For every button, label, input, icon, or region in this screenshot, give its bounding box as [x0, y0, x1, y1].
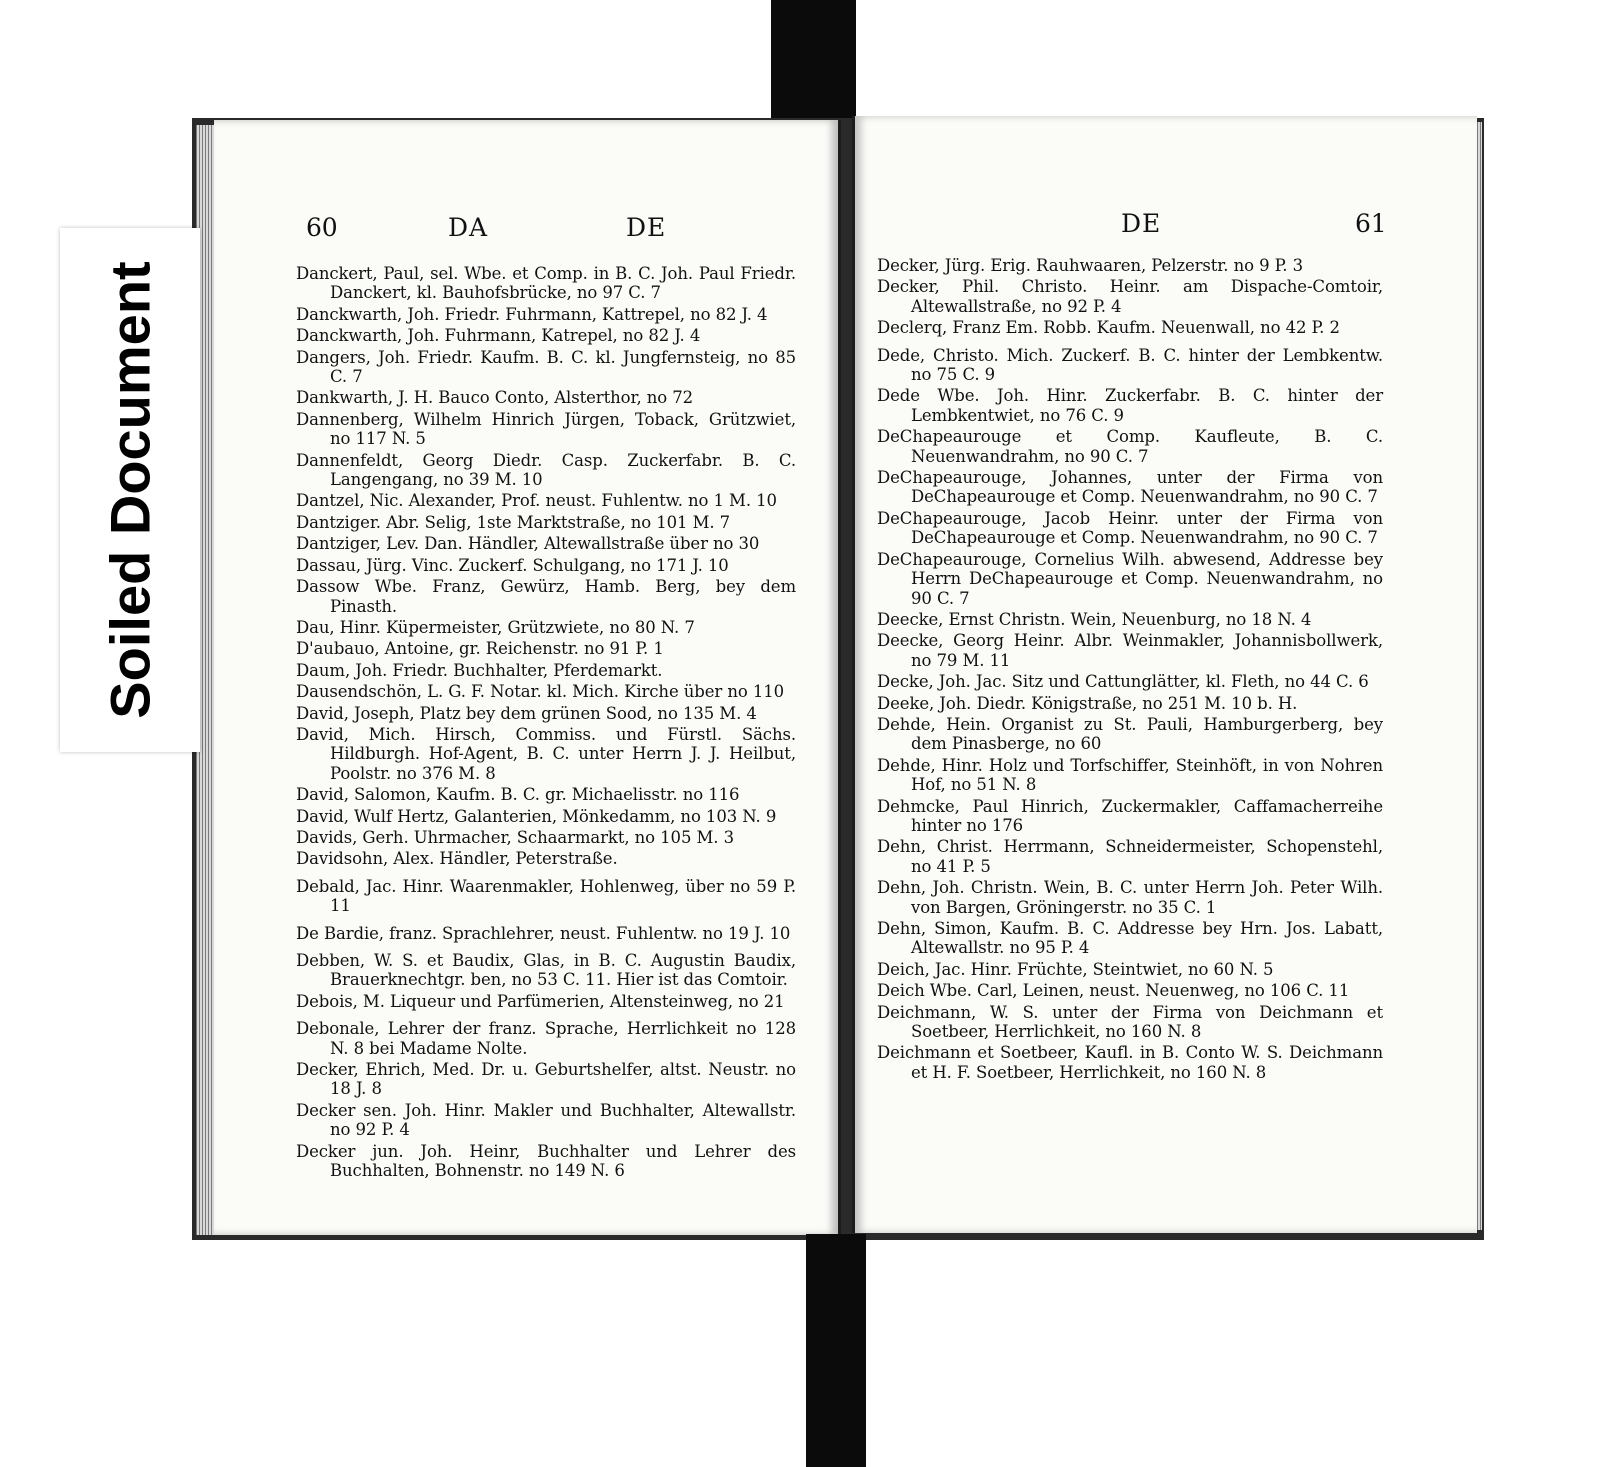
directory-entry: Deecke, Georg Heinr. Albr. Weinmakler, Johannisbollwerk, no 79 M. 11: [877, 631, 1383, 670]
directory-entry: Deich, Jac. Hinr. Früchte, Steintwiet, no 60 N. 5: [877, 959, 1274, 979]
directory-entry: Debald, Jac. Hinr. Waarenmakler, Hohlenweg, über no 59 P. 11: [296, 876, 796, 916]
directory-entry: David, Wulf Hertz, Galanterien, Mönkedamm, no 103 N. 9: [296, 806, 777, 826]
directory-entry: Dausendschön, L. G. F. Notar. kl. Mich. Kirche über no 110: [296, 682, 785, 702]
bookmark-ribbon-top: [771, 0, 856, 130]
directory-entry: David, Salomon, Kaufm. B. C. gr. Michaelisstr. no 116: [296, 785, 740, 805]
directory-entry: Deichmann, W. S. unter der Firma von Deichmann et Soetbeer, Herrlichkeit, no 160 N. 8: [877, 1002, 1383, 1042]
page-number: 60: [306, 213, 338, 242]
directory-entry: Debois, M. Liqueur und Parfümerien, Altensteinweg, no 21: [296, 991, 785, 1011]
directory-entry: Dede, Christo. Mich. Zuckerf. B. C. hinter der Lembkentw. no 75 C. 9: [877, 345, 1383, 385]
directory-entry: Dantziger, Lev. Dan. Händler, Altewallstraße über no 30: [296, 534, 760, 554]
directory-entry: DeChapeaurouge, Jacob Heinr. unter der Firma von DeChapeaurouge et Comp. Neuenwandrahm, no 90 C. 7: [877, 508, 1383, 548]
directory-entry: Decker jun. Joh. Heinr, Buchhalter und Lehrer des Buchhalten, Bohnenstr. no 149 N. 6: [296, 1141, 796, 1181]
directory-entry: Debonale, Lehrer der franz. Sprache, Herrlichkeit no 128 N. 8 bei Madame Nolte.: [296, 1019, 796, 1058]
directory-entry: Dantziger. Abr. Selig, 1ste Marktstraße, no 101 M. 7: [296, 512, 731, 532]
directory-entry: Dassow Wbe. Franz, Gewürz, Hamb. Berg, bey dem Pinasth.: [296, 577, 796, 616]
directory-entry: Danckwarth, Joh. Friedr. Fuhrmann, Kattrepel, no 82 J. 4: [296, 304, 768, 324]
left-page: [214, 120, 841, 1235]
directory-entry: Dehmcke, Paul Hinrich, Zuckermakler, Caffamacherreihe hinter no 176: [877, 796, 1383, 835]
directory-entry: Dehde, Hinr. Holz und Torfschiffer, Steinhöft, in von Nohren Hof, no 51 N. 8: [877, 755, 1383, 795]
directory-entry: David, Joseph, Platz bey dem grünen Sood, no 135 M. 4: [296, 703, 757, 723]
directory-entry: Dankwarth, J. H. Bauco Conto, Alsterthor, no 72: [296, 388, 694, 408]
directory-entry: Danckert, Paul, sel. Wbe. et Comp. in B. C. Joh. Paul Friedr. Danckert, kl. Bauhofsbrücke, no 97 C. 7: [296, 264, 796, 303]
directory-entry: Daum, Joh. Friedr. Buchhalter, Pferdemarkt.: [296, 660, 663, 680]
right-page: [852, 116, 1477, 1233]
directory-entry: DeChapeaurouge, Johannes, unter der Firma von DeChapeaurouge et Comp. Neuenwandrahm, no 90 C. 7: [877, 468, 1383, 507]
running-head-left: DA: [448, 213, 489, 242]
directory-entry: D'aubauo, Antoine, gr. Reichenstr. no 91 P. 1: [296, 639, 664, 659]
label-text: Soiled Document: [98, 261, 162, 719]
directory-entry: DeChapeaurouge, Cornelius Wilh. abwesend, Addresse bey Herrn DeChapeaurouge et Comp. Neuenwandrahm, no 90 C. 7: [877, 549, 1383, 608]
directory-entry: Declerq, Franz Em. Robb. Kaufm. Neuenwall, no 42 P. 2: [877, 318, 1340, 338]
directory-entry: De Bardie, franz. Sprachlehrer, neust. Fuhlentw. no 19 J. 10: [296, 923, 791, 943]
directory-entry: Deich Wbe. Carl, Leinen, neust. Neuenweg, no 106 C. 11: [877, 981, 1350, 1001]
directory-entry: Davidsohn, Alex. Händler, Peterstraße.: [296, 849, 618, 869]
directory-entries: [296, 264, 796, 1182]
directory-entry: Dehn, Joh. Christn. Wein, B. C. unter Herrn Joh. Peter Wilh. von Bargen, Gröningerstr. no 35 C. 1: [877, 878, 1383, 917]
directory-entries: [877, 256, 1383, 1084]
running-head: DE: [1121, 209, 1162, 238]
directory-entry: Dehn, Christ. Herrmann, Schneidermeister, Schopenstehl, no 41 P. 5: [877, 837, 1383, 876]
soiled-document-label: [60, 228, 200, 752]
directory-entry: Decker sen. Joh. Hinr. Makler und Buchhalter, Altewallstr. no 92 P. 4: [296, 1100, 796, 1140]
directory-entry: Dede Wbe. Joh. Hinr. Zuckerfabr. B. C. hinter der Lembkentwiet, no 76 C. 9: [877, 386, 1383, 425]
running-head-right: DE: [626, 213, 667, 242]
directory-entry: Davids, Gerh. Uhrmacher, Schaarmarkt, no 105 M. 3: [296, 827, 734, 847]
page-number: 61: [1355, 209, 1387, 238]
directory-entry: DeChapeaurouge et Comp. Kaufleute, B. C. Neuenwandrahm, no 90 C. 7: [877, 427, 1383, 466]
directory-entry: Dau, Hinr. Küpermeister, Grützwiete, no 80 N. 7: [296, 617, 695, 637]
directory-entry: Deichmann et Soetbeer, Kaufl. in B. Conto W. S. Deichmann et H. F. Soetbeer, Herrlichkeit, no 160 N. 8: [877, 1043, 1383, 1082]
directory-entry: Deecke, Ernst Christn. Wein, Neuenburg, no 18 N. 4: [877, 609, 1312, 629]
directory-entry: Dehn, Simon, Kaufm. B. C. Addresse bey Hrn. Jos. Labatt, Altewallstr. no 95 P. 4: [877, 919, 1383, 958]
directory-entry: Dassau, Jürg. Vinc. Zuckerf. Schulgang, no 171 J. 10: [296, 555, 729, 575]
directory-entry: Dannenberg, Wilhelm Hinrich Jürgen, Toback, Grützwiet, no 117 N. 5: [296, 409, 796, 449]
directory-entry: Decker, Ehrich, Med. Dr. u. Geburtshelfer, altst. Neustr. no 18 J. 8: [296, 1060, 796, 1099]
directory-entry: Decker, Jürg. Erig. Rauhwaaren, Pelzerstr. no 9 P. 3: [877, 256, 1303, 275]
directory-entry: David, Mich. Hirsch, Commiss. und Fürstl. Sächs. Hildburgh. Hof-Agent, B. C. unter Herrn J. J. Heilbut, Poolstr. no 376 M. 8: [296, 724, 796, 783]
directory-entry: Dantzel, Nic. Alexander, Prof. neust. Fuhlentw. no 1 M. 10: [296, 491, 777, 511]
directory-entry: Deeke, Joh. Diedr. Königstraße, no 251 M. 10 b. H.: [877, 693, 1298, 713]
directory-entry: Debben, W. S. et Baudix, Glas, in B. C. Augustin Baudix, Brauerknechtgr. ben, no 53 C. 11. Hier ist das Comtoir.: [296, 951, 796, 990]
directory-entry: Danckwarth, Joh. Fuhrmann, Katrepel, no 82 J. 4: [296, 326, 701, 346]
bookmark-ribbon-bottom: [806, 1234, 866, 1467]
directory-entry: Dehde, Hein. Organist zu St. Pauli, Hamburgerberg, bey dem Pinasberge, no 60: [877, 714, 1383, 754]
directory-entry: Decke, Joh. Jac. Sitz und Cattunglätter, kl. Fleth, no 44 C. 6: [877, 672, 1369, 692]
directory-entry: Decker, Phil. Christo. Heinr. am Dispache-Comtoir, Altewallstraße, no 92 P. 4: [877, 277, 1383, 316]
directory-entry: Dannenfeldt, Georg Diedr. Casp. Zuckerfabr. B. C. Langengang, no 39 M. 10: [296, 450, 796, 490]
directory-entry: Dangers, Joh. Friedr. Kaufm. B. C. kl. Jungfernsteig, no 85 C. 7: [296, 347, 796, 387]
